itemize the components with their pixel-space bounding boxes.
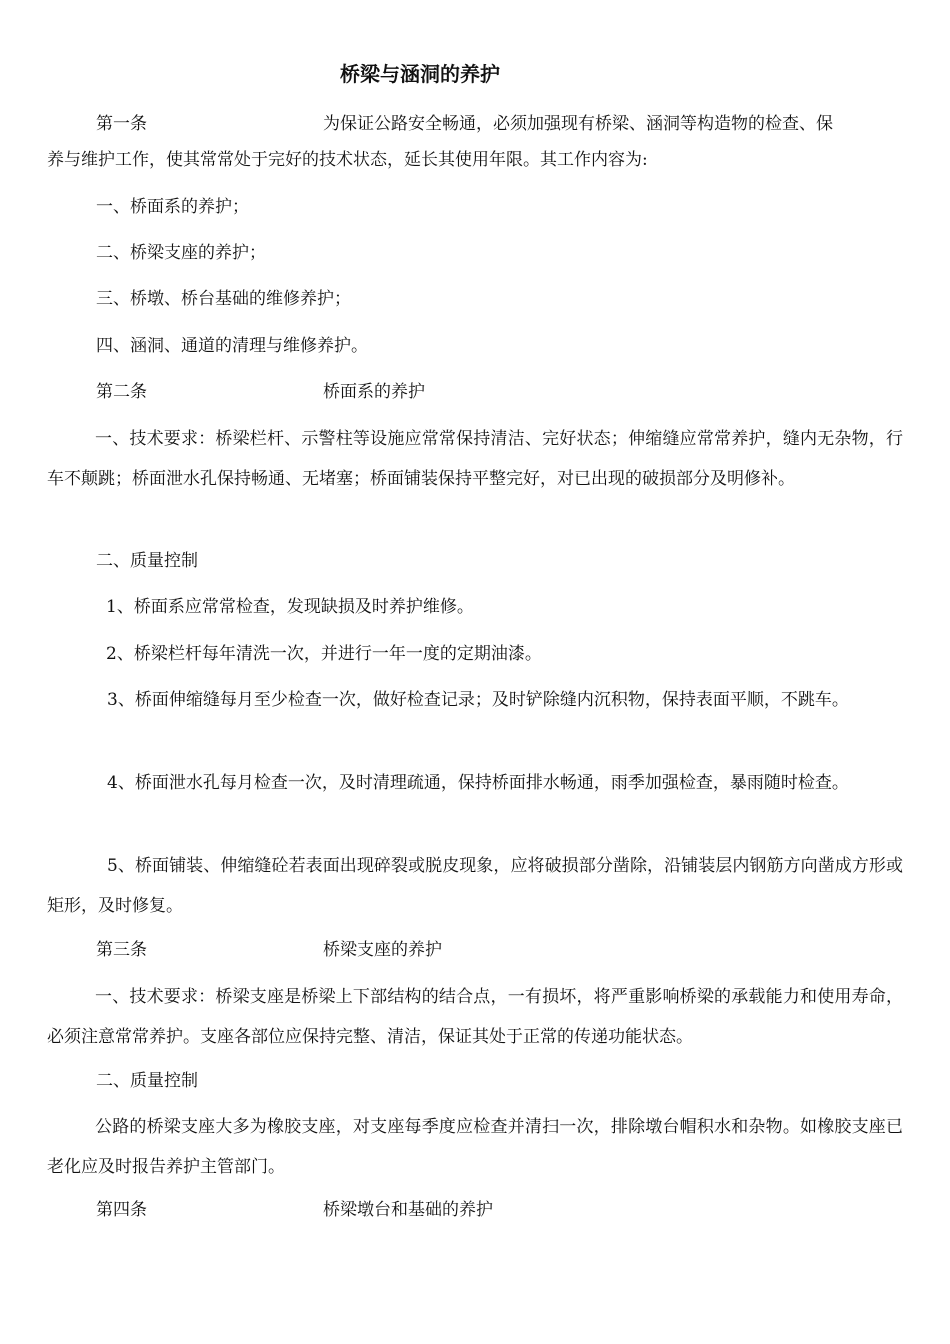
article-1-item-1: 一、桥面系的养护； — [96, 197, 249, 217]
article-2-quality-item-5: 5、桥面铺装、伸缩缝砼若表面出现碎裂或脱皮现象，应将破损部分凿除，沿铺装层内钢筋方向凿成方形或矩形，及时修复。 — [47, 856, 903, 916]
article-1-first-line: 为保证公路安全畅通，必须加强现有桥梁、涵洞等构造物的检查、保 — [323, 114, 833, 134]
article-3-heading: 桥梁支座的养护 — [323, 940, 442, 960]
article-4-heading: 桥梁墩台和基础的养护 — [323, 1200, 493, 1220]
article-3-quality-text: 公路的桥梁支座大多为橡胶支座，对支座每季度应检查并清扫一次，排除墩台帽积水和杂物。如橡胶支座已老化应及时报告养护主管部门。 — [47, 1117, 903, 1177]
document-title: 桥梁与涵洞的养护 — [340, 62, 500, 86]
article-1-continuation: 养与维护工作，使其常常处于完好的技术状态，延长其使用年限。其工作内容为: — [47, 150, 648, 170]
article-3-label: 第三条 — [96, 940, 147, 960]
article-2-quality-item-3: 3、桥面伸缩缝每月至少检查一次，做好检查记录；及时铲除缝内沉积物，保持表面平顺，不跳车。 — [107, 690, 849, 710]
article-1-label: 第一条 — [96, 114, 147, 134]
article-2-quality-item-2: 2、桥梁栏杆每年清洗一次，并进行一年一度的定期油漆。 — [106, 644, 542, 664]
article-2-quality-item-1: 1、桥面系应常常检查，发现缺损及时养护维修。 — [106, 597, 474, 617]
article-2-label: 第二条 — [96, 382, 147, 402]
article-2-quality-heading: 二、质量控制 — [96, 551, 198, 571]
article-3-quality-heading: 二、质量控制 — [96, 1071, 198, 1091]
article-1-item-4: 四、涵洞、通道的清理与维修养护。 — [96, 336, 368, 356]
article-1-item-2: 二、桥梁支座的养护； — [96, 243, 266, 263]
article-1-item-3: 三、桥墩、桥台基础的维修养护； — [96, 289, 351, 309]
article-2-heading: 桥面系的养护 — [323, 382, 425, 402]
article-4-label: 第四条 — [96, 1200, 147, 1220]
article-2-quality-item-4: 4、桥面泄水孔每月检查一次，及时清理疏通，保持桥面排水畅通，雨季加强检查，暴雨随时检查。 — [107, 773, 849, 793]
article-3-tech-requirements: 一、技术要求：桥梁支座是桥梁上下部结构的结合点，一有损坏，将严重影响桥梁的承载能力和使用寿命，必须注意常常养护。支座各部位应保持完整、清洁，保证其处于正常的传递功能状态。 — [47, 987, 903, 1047]
article-2-tech-requirements: 一、技术要求：桥梁栏杆、示警柱等设施应常常保持清洁、完好状态；伸缩缝应常常养护，缝内无杂物，行车不颠跳；桥面泄水孔保持畅通、无堵塞；桥面铺装保持平整完好，对已出现的破损部分及明修补。 — [47, 429, 903, 489]
